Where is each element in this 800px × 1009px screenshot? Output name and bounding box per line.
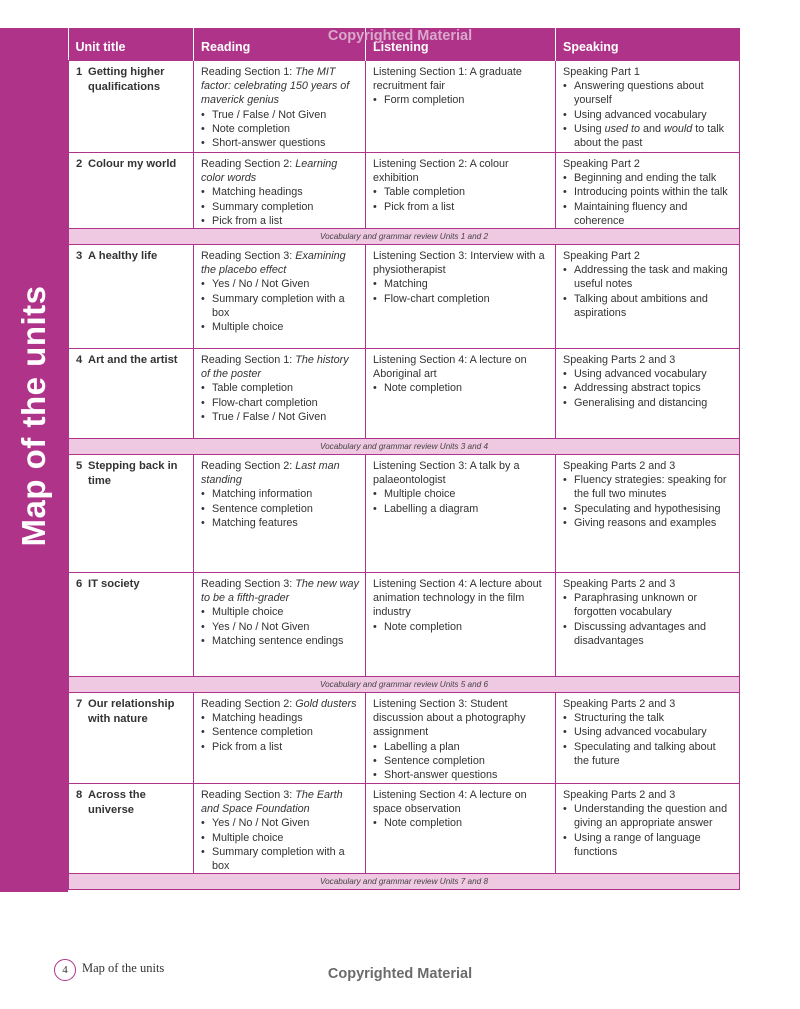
unit-title: Stepping back in time: [88, 460, 178, 488]
listening-task-list: [373, 816, 549, 830]
listening-task-item: • Matching: [373, 277, 549, 291]
reading-task-item: • Yes / No / Not Given: [201, 816, 359, 830]
listening-cell: [366, 153, 556, 229]
unit-row: [69, 693, 740, 784]
reading-section-label: Reading Section 2:: [201, 698, 296, 711]
reading-task-list: [201, 108, 359, 151]
speaking-skill-item: • Using a range of language functions: [563, 831, 733, 859]
speaking-italic: used to: [604, 122, 641, 135]
listening-cell: [366, 573, 556, 677]
reading-section-title: [201, 697, 359, 711]
listening-section-title: Listening Section 1: A graduate recruitment fair: [373, 66, 522, 93]
listening-section-title: Listening Section 4: A lecture about animation technology in the film industry: [373, 578, 542, 619]
listening-cell: [366, 693, 556, 784]
unit-title-cell: [69, 349, 194, 439]
reading-task-item: • Matching features: [201, 516, 359, 530]
listening-task-list: [373, 381, 549, 395]
page-number: 4: [54, 959, 76, 981]
reading-task-list: [201, 277, 359, 334]
review-row: [69, 874, 740, 890]
unit-number: 8: [76, 789, 83, 802]
speaking-skill-item: • Using advanced vocabulary: [563, 725, 733, 739]
speaking-skill-list: [563, 473, 733, 530]
speaking-skill-item: • Giving reasons and examples: [563, 516, 733, 530]
unit-title: Art and the artist: [88, 354, 178, 367]
unit-title-cell: [69, 153, 194, 229]
listening-task-list: [373, 487, 549, 515]
reading-task-item: • Note completion: [201, 122, 359, 136]
header-reading: Reading: [194, 28, 366, 61]
header-listening: Listening: [366, 28, 556, 61]
reading-task-item: • True / False / Not Given: [201, 410, 359, 424]
listening-cell: [366, 349, 556, 439]
reading-cell: [194, 573, 366, 677]
review-label: Vocabulary and grammar review Units 5 and 6: [69, 677, 740, 693]
speaking-skill-list: [563, 802, 733, 859]
page-title: Map of the units: [15, 285, 52, 547]
listening-task-item: • Labelling a plan: [373, 740, 549, 754]
unit-number: 1: [76, 66, 83, 78]
reading-text-title: The new way to be a fifth-grader: [201, 578, 359, 605]
speaking-skill-item: • Using advanced vocabulary: [563, 108, 733, 122]
speaking-cell: [556, 349, 740, 439]
reading-section-label: Reading Section 3:: [201, 789, 296, 802]
reading-section-label: Reading Section 1:: [201, 66, 296, 78]
reading-task-item: • Multiple choice: [201, 605, 359, 619]
listening-task-item: • Short-answer questions: [373, 768, 549, 782]
reading-task-item: • Yes / No / Not Given: [201, 277, 359, 291]
unit-title-cell: [69, 573, 194, 677]
reading-cell: [194, 784, 366, 874]
unit-title-cell: [69, 784, 194, 874]
speaking-skill-item: • Beginning and ending the talk: [563, 171, 733, 185]
listening-task-item: • Table completion: [373, 185, 549, 199]
listening-section-title: Listening Section 4: A lecture on space observation: [373, 789, 527, 816]
listening-task-list: [373, 740, 549, 783]
unit-number: 7: [76, 698, 83, 711]
listening-task-item: • Multiple choice: [373, 487, 549, 501]
speaking-cell: [556, 693, 740, 784]
reading-text-title: The Earth and Space Foundation: [201, 789, 343, 816]
reading-text-title: The history of the poster: [201, 354, 349, 381]
reading-task-item: • Pick from a list: [201, 214, 359, 228]
speaking-cell: [556, 61, 740, 153]
unit-title: Across the universe: [88, 789, 146, 817]
speaking-skill-item: • Generalising and distancing: [563, 396, 733, 410]
speaking-skill-list: [563, 711, 733, 768]
listening-task-item: • Pick from a list: [373, 200, 549, 214]
listening-task-item: • Form completion: [373, 93, 549, 107]
units-body: [69, 61, 740, 890]
reading-cell: [194, 455, 366, 573]
listening-section-title: Listening Section 4: A lecture on Aboriginal art: [373, 354, 527, 381]
speaking-skill-item: • Talking about ambitions and aspirations: [563, 292, 733, 320]
reading-task-item: • Multiple choice: [201, 320, 359, 334]
unit-title-cell: [69, 61, 194, 153]
speaking-section-title: Speaking Parts 2 and 3: [563, 460, 676, 473]
speaking-section-title: Speaking Parts 2 and 3: [563, 578, 676, 591]
speaking-skill-item: • Speculating and talking about the future: [563, 740, 733, 768]
speaking-skill-list: [563, 263, 733, 320]
speaking-cell: [556, 784, 740, 874]
unit-number: 6: [76, 578, 83, 591]
reading-text-title: Last man standing: [201, 460, 340, 487]
listening-cell: [366, 61, 556, 153]
unit-row: [69, 245, 740, 349]
reading-task-list: [201, 816, 359, 873]
reading-text-title: Gold dusters: [295, 698, 357, 711]
reading-task-item: • Matching headings: [201, 711, 359, 725]
unit-title: A healthy life: [88, 250, 158, 263]
unit-number: 5: [76, 460, 83, 473]
listening-task-list: [373, 93, 549, 107]
speaking-skill-item: • Maintaining fluency and coherence: [563, 200, 733, 228]
unit-number: 2: [76, 158, 83, 170]
unit-title-cell: [69, 693, 194, 784]
reading-task-item: • Table completion: [201, 381, 359, 395]
speaking-cell: [556, 245, 740, 349]
unit-heading: [76, 788, 187, 818]
speaking-skill-item: • Fluency strategies: speaking for the full two minutes: [563, 473, 733, 501]
speaking-skill-item: • Paraphrasing unknown or forgotten vocabulary: [563, 591, 733, 619]
review-row: [69, 439, 740, 455]
speaking-section-title: Speaking Part 2: [563, 250, 640, 263]
reading-task-list: [201, 381, 359, 424]
review-label: Vocabulary and grammar review Units 3 and 4: [69, 439, 740, 455]
listening-task-item: • Labelling a diagram: [373, 502, 549, 516]
speaking-skill-list: [563, 591, 733, 648]
reading-task-item: • Flow-chart completion: [201, 396, 359, 410]
speaking-section-title: Speaking Parts 2 and 3: [563, 789, 676, 802]
speaking-skill-list: [563, 171, 733, 228]
listening-task-item: • Note completion: [373, 620, 549, 634]
reading-cell: [194, 153, 366, 229]
speaking-skill-item: [563, 122, 733, 150]
reading-task-list: [201, 185, 359, 228]
unit-number: 3: [76, 250, 83, 263]
unit-heading: [76, 157, 187, 172]
speaking-skill-item: • Understanding the question and giving an appropriate answer: [563, 802, 733, 830]
reading-cell: [194, 245, 366, 349]
reading-section-label: Reading Section 1:: [201, 354, 296, 367]
watermark-top: Copyrighted Material: [327, 28, 473, 44]
speaking-skill-item: • Speculating and hypothesising: [563, 502, 733, 516]
reading-task-list: [201, 605, 359, 648]
unit-heading: [76, 577, 187, 592]
reading-section-title: [201, 353, 359, 381]
units-table: [68, 28, 740, 890]
reading-task-item: • Pick from a list: [201, 740, 359, 754]
unit-heading: [76, 65, 187, 95]
reading-section-title: [201, 249, 359, 277]
speaking-skill-item: • Using advanced vocabulary: [563, 367, 733, 381]
speaking-section-title: Speaking Part 2: [563, 158, 640, 170]
speaking-section-title: Speaking Part 1: [563, 66, 640, 78]
speaking-skill-list: [563, 367, 733, 410]
unit-heading: [76, 459, 187, 489]
review-row: [69, 677, 740, 693]
unit-heading: [76, 353, 187, 368]
header-unit-title: Unit title: [69, 28, 194, 61]
speaking-cell: [556, 153, 740, 229]
unit-title: Our relationship with nature: [88, 698, 175, 726]
footer-label: Map of the units: [82, 961, 165, 975]
reading-task-item: • Sentence completion: [201, 725, 359, 739]
watermark-bottom: Copyrighted Material: [327, 966, 473, 982]
reading-text-title: The MIT factor: celebrating 150 years of maverick genius: [201, 66, 350, 107]
reading-task-item: • Matching headings: [201, 185, 359, 199]
reading-section-label: Reading Section 2:: [201, 460, 296, 473]
reading-text-title: Learning color words: [201, 158, 338, 185]
reading-section-label: Reading Section 3:: [201, 578, 296, 591]
reading-text-title: Examining the placebo effect: [201, 250, 346, 277]
speaking-italic: would: [664, 122, 693, 135]
review-label: Vocabulary and grammar review Units 7 and 8: [69, 874, 740, 890]
reading-task-item: • Summary completion with a box: [201, 845, 359, 873]
unit-row: [69, 349, 740, 439]
reading-section-label: Reading Section 3:: [201, 250, 296, 263]
speaking-skill-item: • Addressing abstract topics: [563, 381, 733, 395]
unit-title: IT society: [88, 578, 140, 591]
listening-task-list: [373, 620, 549, 634]
table-header-row: [69, 28, 740, 61]
unit-row: [69, 573, 740, 677]
speaking-skill-item: • Introducing points within the talk: [563, 185, 733, 199]
reading-cell: [194, 693, 366, 784]
speaking-section-title: Speaking Parts 2 and 3: [563, 354, 676, 367]
unit-row: [69, 61, 740, 153]
speaking-skill-list: [563, 79, 733, 150]
unit-row: [69, 455, 740, 573]
speaking-text: and: [640, 122, 665, 135]
reading-task-list: [201, 711, 359, 754]
speaking-skill-item: • Structuring the talk: [563, 711, 733, 725]
reading-task-item: • Multiple choice: [201, 831, 359, 845]
unit-title: Getting higher qualifications: [88, 66, 165, 93]
listening-task-list: [373, 185, 549, 213]
unit-row: [69, 784, 740, 874]
speaking-skill-item: • Addressing the task and making useful notes: [563, 263, 733, 291]
header-speaking: Speaking: [556, 28, 740, 61]
reading-section-title: [201, 788, 359, 816]
reading-task-item: • True / False / Not Given: [201, 108, 359, 122]
speaking-cell: [556, 455, 740, 573]
unit-heading: [76, 697, 187, 727]
speaking-text: Using: [574, 122, 605, 135]
unit-title-cell: [69, 455, 194, 573]
listening-task-item: • Sentence completion: [373, 754, 549, 768]
listening-section-title: Listening Section 3: Interview with a physiotherapist: [373, 250, 545, 277]
reading-task-item: • Sentence completion: [201, 502, 359, 516]
listening-cell: [366, 245, 556, 349]
reading-task-item: • Matching information: [201, 487, 359, 501]
unit-row: [69, 153, 740, 229]
reading-task-item: • Matching sentence endings: [201, 634, 359, 648]
reading-section-title: [201, 157, 359, 185]
reading-task-item: • Summary completion with a box: [201, 292, 359, 320]
reading-section-title: [201, 459, 359, 487]
reading-section-label: Reading Section 2:: [201, 158, 296, 170]
unit-number: 4: [76, 354, 83, 367]
unit-title-cell: [69, 245, 194, 349]
review-row: [69, 229, 740, 245]
speaking-section-title: Speaking Parts 2 and 3: [563, 698, 676, 711]
reading-task-item: • Summary completion: [201, 200, 359, 214]
speaking-cell: [556, 573, 740, 677]
unit-title: Colour my world: [88, 158, 177, 170]
listening-section-title: Listening Section 3: A talk by a palaeontologist: [373, 460, 520, 487]
listening-section-title: Listening Section 3: Student discussion about a photography assignment: [373, 698, 526, 739]
speaking-skill-item: • Answering questions about yourself: [563, 79, 733, 107]
reading-section-title: [201, 577, 359, 605]
sidebar-band: [0, 28, 68, 892]
reading-task-item: • Yes / No / Not Given: [201, 620, 359, 634]
listening-section-title: Listening Section 2: A colour exhibition: [373, 158, 509, 185]
unit-heading: [76, 249, 187, 264]
reading-cell: [194, 349, 366, 439]
reading-task-item: • Short-answer questions: [201, 136, 359, 150]
listening-cell: [366, 455, 556, 573]
speaking-text: to talk about the past: [574, 122, 725, 150]
speaking-skill-item: • Discussing advantages and disadvantages: [563, 620, 733, 648]
reading-task-list: [201, 487, 359, 530]
reading-section-title: [201, 65, 359, 108]
listening-task-item: • Flow-chart completion: [373, 292, 549, 306]
listening-task-list: [373, 277, 549, 305]
listening-task-item: • Note completion: [373, 816, 549, 830]
listening-cell: [366, 784, 556, 874]
listening-task-item: • Note completion: [373, 381, 549, 395]
reading-cell: [194, 61, 366, 153]
review-label: Vocabulary and grammar review Units 1 and 2: [69, 229, 740, 245]
